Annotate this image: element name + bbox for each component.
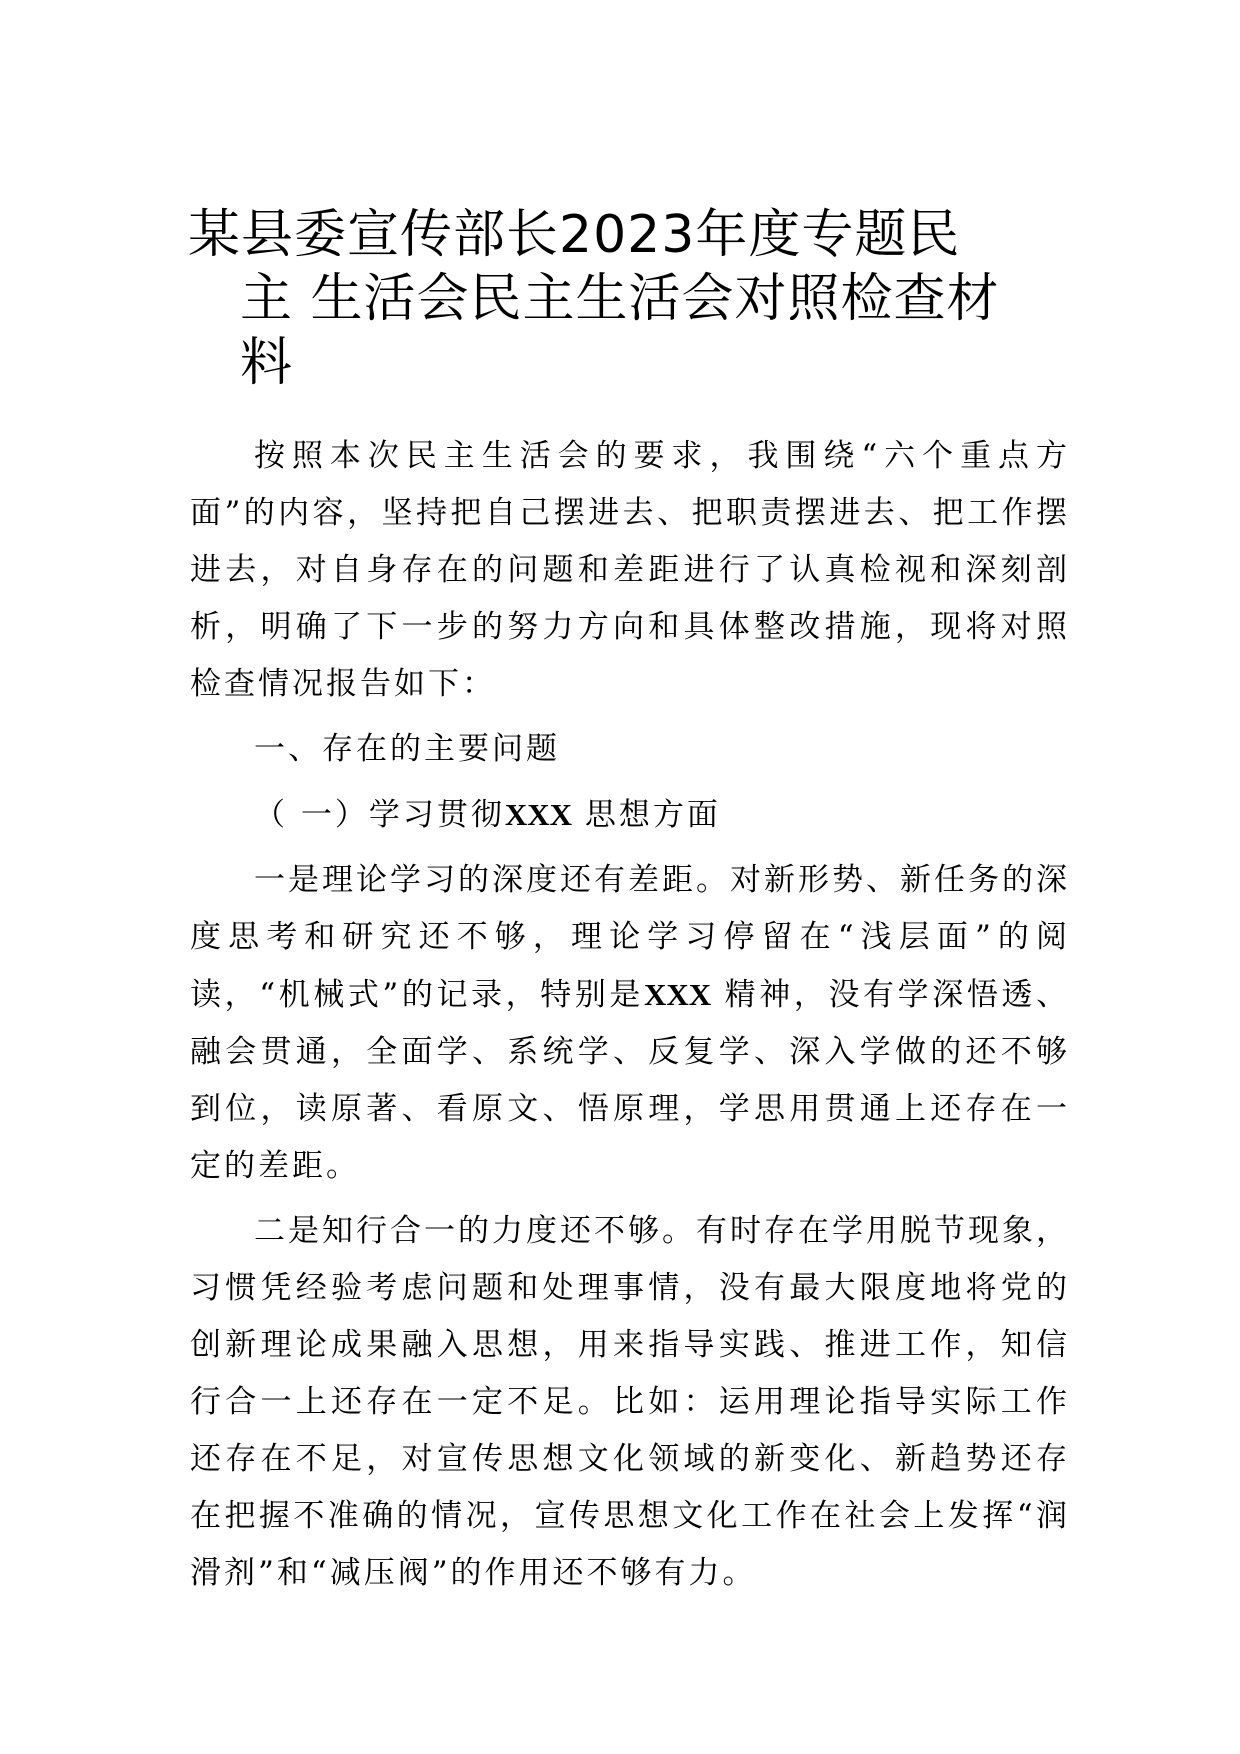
subsection-prefix: （ 一）学习贯彻 xyxy=(254,797,505,833)
title-line-3: 料 xyxy=(240,333,294,393)
document-title xyxy=(188,203,1068,395)
paragraph-1-part-2: 精神，没有学深悟透、融会贯通，全面学、系统学、反复学、深入学做的还不够到位，读原著、看原文、悟原理，学思用贯通上还存在一定的差距。 xyxy=(190,977,1071,1184)
document-body xyxy=(190,428,1070,1602)
paragraph-knowledge-action: 二是知行合一的力度还不够。有时存在学用脱节现象，习惯凭经验考虑问题和处理事情，没有最大限度地将党的创新理论成果融入思想，用来指导实践、推进工作，知信行合一上还存在一定不足。比如：运用理论指导实际工作还存在不足，对宣传思想文化领域的新变化、新趋势还存在把握不准确的情况，宣传思想文化工作在社会上发挥“润滑剂”和“减压阀”的作用还不够有力。 xyxy=(190,1213,1070,1591)
title-line-1: 某县委宣传部长2023年度专题民 xyxy=(188,205,961,265)
paragraph-1-part-1: 一是理论学习的深度还有差距。对新形势、新任务的深度思考和研究还不够，理论学习停留在“浅层面”的阅读，“机械式”的记录，特别是 xyxy=(190,862,1070,1013)
subsection-suffix: 思想方面 xyxy=(584,797,721,833)
paragraph-1-bold-placeholder: XXX xyxy=(644,977,712,1012)
subsection-heading-1 xyxy=(190,786,1070,844)
paragraph-theory-study xyxy=(190,852,1070,1195)
section-heading-1: 一、存在的主要问题 xyxy=(254,731,560,767)
subsection-bold-placeholder: XXX xyxy=(504,797,573,832)
intro-paragraph: 按照本次民主生活会的要求，我围绕“六个重点方面”的内容，坚持把自己摆进去、把职责摆进去、把工作摆进去，对自身存在的问题和差距进行了认真检视和深刻剖析，明确了下一步的努力方向和具体整改措施，现将对照检查情况报告如下： xyxy=(190,438,1070,702)
title-line-2: 主 生活会民主生活会对照检查材 xyxy=(240,269,1000,329)
